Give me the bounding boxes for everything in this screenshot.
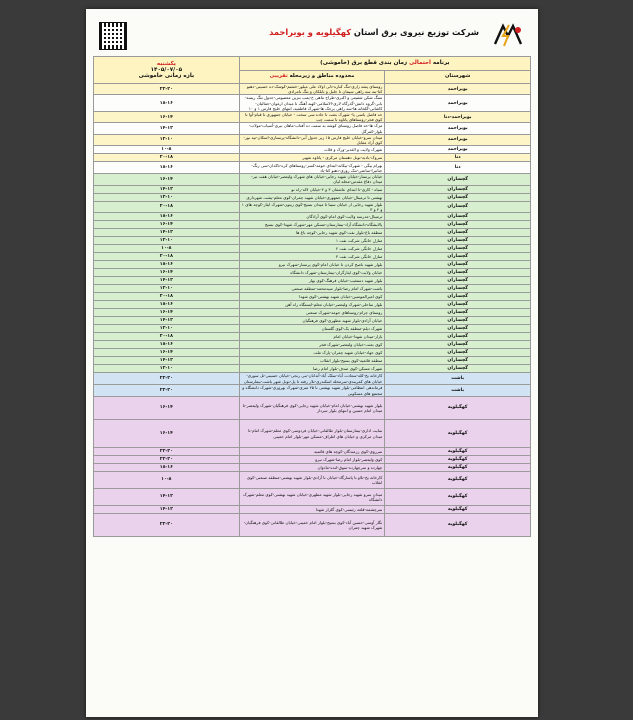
table-row [94,285,531,293]
table-row [94,229,531,237]
county-cell: گچساران [385,174,531,185]
areas-cell: نگار آوسی-حسین آباد-کوی بسیج-بلوار امام خمینی-خیابان طالقانی-کوی فرهنگیان-شهرک شهید چمران [239,514,385,537]
county-cell: کهگیلویه [385,464,531,472]
table-row [94,397,531,420]
county-cell: کهگیلویه [385,456,531,464]
county-cell: گچساران [385,317,531,325]
areas-cell: منطقه قائمیه-کوی بسیج-بلوار انقلاب [239,357,385,365]
time-cell: ۱۰-۸ [94,472,240,489]
time-cell: ۲۰-۱۸ [94,201,240,212]
table-row [94,301,531,309]
table-row [94,373,531,385]
table-row [94,349,531,357]
time-cell: ۱۴-۱۲ [94,489,240,506]
table-row [94,309,531,317]
time-cell: ۱۲-۱۰ [94,285,240,293]
time-cell: ۱۸-۱۶ [94,95,240,112]
areas-cell: کوی امیرالمومنین-خیابان شهید بهشتی-کوی شهدا [239,293,385,301]
time-cell: ۱۴-۱۲ [94,317,240,325]
county-cell: کهگیلویه [385,472,531,489]
county-header: شهرستان [385,71,531,84]
time-cell: ۱۲-۱۰ [94,237,240,245]
notice-title: برنامه احتمالی زمان بندی قطع برق (خاموشی) [239,57,530,71]
areas-cell: بلوار شهید بهشتی-خیابان امام-خیابان شهید رجایی-کوی فرهنگیان-شهرک ولیعصر-تا میدان امام حسین و انتهای بلوار سردار [239,397,385,420]
areas-cell: سرچشمه-قلعه رئیسی-کوی گلزار شهدا [239,506,385,514]
county-cell: گچساران [385,185,531,193]
areas-cell: خیابان ولایت-کوی ایثارگران-بیمارستان-شهرک دانشگاه [239,269,385,277]
county-cell: باشت [385,373,531,385]
county-cell: بویراحمد [385,146,531,154]
county-cell: گچساران [385,333,531,341]
time-cell: ۲۲-۲۰ [94,514,240,537]
county-cell: گچساران [385,365,531,373]
county-cell: گچساران [385,221,531,229]
time-cell: ۱۲-۱۰ [94,134,240,145]
areas-cell: میدان سرو شهید رجایی-بلوار شهید مطهری-خیابان شهید بهشتی-کوی معلم-شهرک دانشگاه [239,489,385,506]
time-cell: ۲۰-۱۸ [94,333,240,341]
areas-cell: منطقه باغ-بلوار نفت-کوی شهید رجایی-کوچه باغ ها [239,229,385,237]
time-cell: ۱۶-۱۴ [94,420,240,448]
table-row [94,293,531,301]
outage-schedule-table [93,56,531,537]
table-row [94,277,531,285]
table-row [94,472,531,489]
time-cell: ۱۲-۱۰ [94,365,240,373]
county-cell: گچساران [385,253,531,261]
areas-cell: شهرک ولایت و الغدیر-ورک و قلات [239,146,385,154]
county-cell: گچساران [385,201,531,212]
areas-cell: بازار-میدان شهدا-خیابان امام [239,333,385,341]
table-row [94,162,531,174]
county-cell: باشت [385,385,531,397]
county-cell: بویراحمد [385,84,531,95]
time-cell: ۱۶-۱۴ [94,349,240,357]
table-row [94,365,531,373]
areas-cell: خیابان آزادی-بلوار شهید مطهری-کوی فرهنگیان [239,317,385,325]
time-cell: ۱۰-۸ [94,146,240,154]
areas-cell: سنگ شکن شفیعی و اکبری-طراح ماهی خ-پمپ بنزین معصومی-جدول تنگ ریسه-بابی-گروه دانش-گذرگاه لاری-الاسلامی-کهنه آهنگ تا میدان ارغوان-جمالیان-کاشانی-گلخانه ها-سه راهی برجک ها-شهرک فاطمیه، انتهای خلیج فارس ۱ و ۱۰ [239,95,385,112]
areas-cell: شهرک مسکن-کوی صدف-بلوار امام رضا [239,365,385,373]
areas-cell: سروک-بادیه-تونل دهستان مرکزی - پاتاوه شهیر [239,154,385,162]
time-cell: ۱۲-۱۰ [94,325,240,333]
county-cell: گچساران [385,193,531,201]
table-row [94,325,531,333]
areas-cell: کارخانه یخ-تلاو تا پاسارگاد-خیابان تا آزادی-بلوار شهید بهشتی-منطقه صنعتی-کوی انقلاب [239,472,385,489]
county-cell: گچساران [385,341,531,349]
time-header: بازه زمانی خاموشی [138,73,195,79]
county-cell: گچساران [385,261,531,269]
areas-cell: مزک ها-حد فاصل روستای کوشه به سمت ده آفتاب-ماهان ببری-آسیاب-مولاب-بلوار-کمرگل [239,123,385,134]
table-row [94,201,531,212]
areas-cell: سایت اداری-بیمارستان-بلوار طالقانی-خیابان فردوسی-کوی معلم-شهرک امام-تا میدان مرکزی و خیابان های اطراف-مسکن مهر-بلوار امام خمینی [239,420,385,448]
table-row [94,95,531,112]
company-logo-icon [491,22,525,48]
time-cell: ۲۰-۱۸ [94,154,240,162]
county-cell: بویراحمد-دنا [385,112,531,123]
day-label: یکشنبه [156,61,176,67]
table-row [94,341,531,349]
county-cell: کهگیلویه [385,506,531,514]
areas-cell: فرماندهی انتظامی-بلوار شهید بهشتی تا ۲۵ متری-شهرک بهروزی-شهرک دانشگاه و مجتمع های مسکونی [239,385,385,397]
table-row [94,185,531,193]
county-cell: گچساران [385,245,531,253]
table-row [94,456,531,464]
county-cell: گچساران [385,277,531,285]
county-cell: گچساران [385,229,531,237]
time-cell: ۲۲-۲۰ [94,373,240,385]
time-cell: ۱۶-۱۴ [94,397,240,420]
table-row [94,213,531,221]
areas-cell: بلوار شهید دستغیب-خیابان فرهنگ-کوی بهار [239,277,385,285]
areas-cell: روستای پشه زاری-تنگ کناره-دلی اولاد علی میلور-خشتم-کوشک-ده حسینی-دهنو کتا-بنه سه راهی سیمان تا جلیل و تابلکان و تنگ تامرادی [239,84,385,95]
table-row [94,245,531,253]
county-cell: دنا [385,154,531,162]
county-cell: گچساران [385,237,531,245]
table-row [94,269,531,277]
time-cell: ۱۶-۱۴ [94,309,240,317]
areas-cell: کوی جهاد-خیابان شهید چمران-پارک ملت [239,349,385,357]
county-cell: گچساران [385,301,531,309]
table-row [94,385,531,397]
time-cell: ۱۴-۱۲ [94,357,240,365]
areas-cell: شهرک دیلم-منطقه یک-کوی گلستان [239,325,385,333]
table-row [94,193,531,201]
time-cell: ۲۲-۲۰ [94,448,240,456]
table-row [94,317,531,325]
areas-cell: سرروی-کوی رزمندگان-کوچه های قائمیه [239,448,385,456]
table-row [94,237,531,245]
county-cell: کهگیلویه [385,448,531,456]
county-cell: کهگیلویه [385,397,531,420]
areas-cell: باشت-شهرک امام رضا-بلوار سیدمحمد-منطقه صنعتی [239,285,385,293]
areas-cell: بهشتی تا ترمینال-خیابان جمهوری-خیابان شهید چمران-کوی معلم-پشت شهرداری [239,193,385,201]
areas-cell: کارخانه یخ-کله-سعادت آباد-سلک آباد-آبدانان-بنی رنجی-خیابان حسینی-تل سوری-خیابان های کمربندی-سرمحله اسکندری-تلار رفته تا پل-تونل شهر باشت-بیمارستان [239,373,385,385]
table-row [94,112,531,123]
county-cell: کهگیلویه [385,420,531,448]
table-row [94,448,531,456]
time-cell: ۱۶-۱۴ [94,269,240,277]
areas-cell: بلوار شهید ناصح کردن تا خیابان امام-کوی پرستار-شهرک نیرو [239,261,385,269]
time-cell: ۱۰-۸ [94,245,240,253]
county-cell: بویراحمد [385,123,531,134]
table-row [94,123,531,134]
areas-cell: ترمینال-مدرسه ولایت-کوی امام-کوی آزادگان [239,213,385,221]
areas-cell: سیاه - کاری-تا ابتدای عاشقان ۳ و ۲-خیابان لاله-راه نو [239,185,385,193]
county-cell: گچساران [385,293,531,301]
table-row [94,261,531,269]
table-row [94,134,531,145]
time-cell: ۱۸-۱۶ [94,162,240,174]
areas-cell: بهرام بیگی - شهرک-بیکانه-ابتدای حومه-کسر-روستاهای کره-تاکدان-سی رنگ-جنانبرا-ساعتی-تنک روزی-دهنو کتا-یاد [239,162,385,174]
table-row [94,154,531,162]
table-row [94,174,531,185]
time-cell: ۱۴-۱۲ [94,277,240,285]
areas-cell: کوی بعثت-خیابان ولیعصر-شهرک فجر [239,341,385,349]
time-cell: ۱۴-۱۲ [94,185,240,193]
qr-code-icon [99,22,127,50]
time-cell: ۱۴-۱۲ [94,506,240,514]
areas-cell: خیابان پرستار-خیابان شهید رجایی-خیابان های شهرک ولیعصر-خیابان هفت تیر-میدان دفاع مقدس-محله لیان [239,174,385,185]
table-row [94,333,531,341]
areas-cell: پالایشگاه-دانشگاه آزاد-بیمارستان-مسکن مهر-شهرک شهدا-کوی بسیج [239,221,385,229]
time-cell: ۱۴-۱۲ [94,123,240,134]
table-row [94,514,531,537]
time-cell: ۱۸-۱۶ [94,301,240,309]
areas-cell: میدان سرو-خیابان خلیج فارس ۱۵ زیر جدول آبی-دانشگاه-پرستاری-اسکان-تپه نور-کوی آزاد مقابل [239,134,385,145]
county-cell: گچساران [385,309,531,317]
areas-cell: حد فاصل یاسی پا- شهرک بعثت تا جاده سی سخت - خیابان جمهوری تا قیام-آوا تا کوی فجر-روستاهای پاتاوه تا سمت چپ [239,112,385,123]
table-row [94,84,531,95]
table-row [94,506,531,514]
areas-header: محدوده مناطق و زیرمحله تقریبی [239,71,385,84]
table-row [94,420,531,448]
county-cell: کهگیلویه [385,489,531,506]
time-cell: ۲۰-۱۸ [94,293,240,301]
time-cell: ۲۰-۱۸ [94,253,240,261]
areas-cell: کوی ولیعصر-بلوار امام رضا-شهرک نیرو [239,456,385,464]
table-row [94,221,531,229]
time-cell: ۱۶-۱۴ [94,112,240,123]
table-row [94,489,531,506]
county-cell: گچساران [385,285,531,293]
areas-cell: منازل خانگی شرکت نفت ۳ [239,253,385,261]
county-cell: گچساران [385,213,531,221]
areas-cell: منازل خانگی شرکت نفت ۱ [239,237,385,245]
notice-date: ۱۴۰۵/۰۷/۰۵ [150,67,183,73]
time-cell: ۱۸-۱۶ [94,213,240,221]
county-cell: گچساران [385,269,531,277]
county-cell: دنا [385,162,531,174]
table-row [94,357,531,365]
areas-cell: چهارده و سرچهارده-سوق-لنده-مادوان [239,464,385,472]
time-cell: ۲۲-۲۰ [94,456,240,464]
time-cell: ۱۸-۱۶ [94,341,240,349]
county-cell: کهگیلویه [385,514,531,537]
areas-cell: بلوار شهید رجایی از خیابان سینا تا میدان بسیج-کوی زیتون-شهرک ایثار-کوچه های ۱ و ۲ و ۳ [239,201,385,212]
time-cell: ۱۸-۱۶ [94,261,240,269]
areas-cell: روستای چرام-روستاهای حومه-شهرک صنعتی [239,309,385,317]
time-cell: ۲۲-۲۰ [94,385,240,397]
notice-header [93,14,531,54]
time-cell: ۱۴-۱۲ [94,229,240,237]
county-cell: بویراحمد [385,95,531,112]
county-cell: گچساران [385,349,531,357]
time-cell: ۱۸-۱۶ [94,464,240,472]
table-row [94,464,531,472]
table-row [94,253,531,261]
time-cell: ۱۶-۱۴ [94,174,240,185]
areas-cell: منازل خانگی شرکت نفت ۲ [239,245,385,253]
time-cell: ۲۲-۲۰ [94,84,240,95]
power-outage-notice [86,9,538,717]
time-cell: ۱۶-۱۴ [94,221,240,229]
time-cell: ۱۲-۱۰ [94,193,240,201]
date-cell [94,57,240,84]
county-cell: گچساران [385,325,531,333]
county-cell: گچساران [385,357,531,365]
company-name: شرکت توزیع نیروی برق استان کهگیلویه و بویراحمد [269,27,479,37]
areas-cell: بلوار ساحلی-شهرک ولیعصر-خیابان معلم-ایستگاه راه آهن [239,301,385,309]
county-cell: بویراحمد [385,134,531,145]
table-row [94,146,531,154]
